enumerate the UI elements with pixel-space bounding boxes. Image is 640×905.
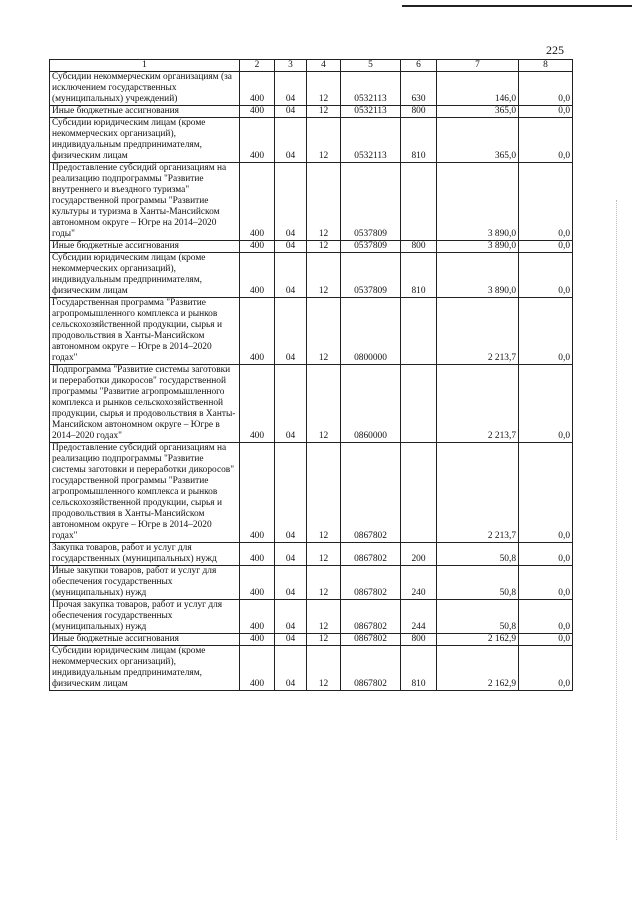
row-cell-c4: 12 — [307, 118, 341, 163]
row-cell-c4: 12 — [307, 365, 341, 443]
row-name-cell: Предоставление субсидий организациям на реализацию подпрограммы "Развитие системы заготовки и переработки дикоросов" государственной программы "Развитие агропромышленного комплекса и рынков сельскохозяйственной продукции, сырья и продовольствия в Ханты-Мансийском автономном округе – Югре в 2014–2020 годах" — [50, 443, 240, 543]
row-cell-c8: 0,0 — [519, 72, 573, 106]
row-cell-c3: 04 — [275, 72, 307, 106]
row-cell-c5: 0532113 — [341, 118, 401, 163]
row-cell-c5: 0800000 — [341, 298, 401, 365]
row-cell-c6: 630 — [401, 72, 437, 106]
row-cell-c2: 400 — [240, 118, 275, 163]
scan-edge-marks — [616, 200, 618, 840]
table-row — [50, 253, 573, 298]
row-cell-c4: 12 — [307, 253, 341, 298]
row-cell-c3: 04 — [275, 566, 307, 600]
row-cell-c6 — [401, 163, 437, 241]
table-row — [50, 241, 573, 253]
row-name-cell: Подпрограмма "Развитие системы заготовки и переработки дикоросов" государственной программы "Развитие агропромышленного комплекса и рынков сельскохозяйственной продукции, сырья и продовольствия в Ханты-Мансийском автономном округе – Югре в 2014–2020 годах" — [50, 365, 240, 443]
header-row — [50, 60, 573, 72]
column-header: 4 — [307, 60, 341, 72]
row-cell-c5: 0867802 — [341, 646, 401, 691]
row-cell-c3: 04 — [275, 253, 307, 298]
table-row — [50, 600, 573, 634]
row-cell-c8: 0,0 — [519, 543, 573, 566]
row-cell-c5: 0532113 — [341, 106, 401, 118]
table-row — [50, 543, 573, 566]
row-cell-c5: 0860000 — [341, 365, 401, 443]
row-cell-c4: 12 — [307, 443, 341, 543]
row-cell-c2: 400 — [240, 600, 275, 634]
row-cell-c2: 400 — [240, 253, 275, 298]
row-cell-c3: 04 — [275, 298, 307, 365]
table-row — [50, 646, 573, 691]
row-cell-c5: 0532113 — [341, 72, 401, 106]
row-name-cell: Субсидии юридическим лицам (кроме некоммерческих организаций), индивидуальным предпринимателям, физическим лицам — [50, 118, 240, 163]
row-cell-c4: 12 — [307, 566, 341, 600]
row-cell-c3: 04 — [275, 118, 307, 163]
column-header: 6 — [401, 60, 437, 72]
row-cell-c6 — [401, 298, 437, 365]
row-cell-c2: 400 — [240, 646, 275, 691]
table-row — [50, 365, 573, 443]
table-row — [50, 298, 573, 365]
table-row — [50, 118, 573, 163]
row-cell-c6: 810 — [401, 646, 437, 691]
row-cell-c8: 0,0 — [519, 298, 573, 365]
row-cell-c7: 2 162,9 — [437, 646, 519, 691]
row-cell-c2: 400 — [240, 298, 275, 365]
row-cell-c3: 04 — [275, 634, 307, 646]
row-cell-c7: 3 890,0 — [437, 253, 519, 298]
row-cell-c6: 240 — [401, 566, 437, 600]
row-cell-c7: 50,8 — [437, 566, 519, 600]
row-cell-c6: 810 — [401, 253, 437, 298]
row-cell-c5: 0867802 — [341, 600, 401, 634]
column-header: 5 — [341, 60, 401, 72]
row-cell-c4: 12 — [307, 106, 341, 118]
row-cell-c3: 04 — [275, 163, 307, 241]
row-cell-c5: 0867802 — [341, 543, 401, 566]
row-cell-c3: 04 — [275, 443, 307, 543]
row-cell-c7: 3 890,0 — [437, 241, 519, 253]
row-cell-c7: 365,0 — [437, 106, 519, 118]
row-cell-c3: 04 — [275, 600, 307, 634]
row-cell-c4: 12 — [307, 646, 341, 691]
row-cell-c2: 400 — [240, 634, 275, 646]
row-name-cell: Государственная программа "Развитие агропромышленного комплекса и рынков сельскохозяйственной продукции, сырья и продовольствия в Ханты-Мансийском автономном округе – Югре в 2014–2020 годах" — [50, 298, 240, 365]
table-row — [50, 106, 573, 118]
row-cell-c8: 0,0 — [519, 106, 573, 118]
row-cell-c5: 0867802 — [341, 566, 401, 600]
row-cell-c5: 0867802 — [341, 634, 401, 646]
row-cell-c6: 810 — [401, 118, 437, 163]
row-cell-c4: 12 — [307, 600, 341, 634]
row-cell-c7: 2 213,7 — [437, 365, 519, 443]
row-name-cell: Прочая закупка товаров, работ и услуг для обеспечения государственных (муниципальных) нужд — [50, 600, 240, 634]
row-cell-c6: 800 — [401, 106, 437, 118]
row-name-cell: Иные бюджетные ассигнования — [50, 241, 240, 253]
row-name-cell: Субсидии юридическим лицам (кроме некоммерческих организаций), индивидуальным предпринимателям, физическим лицам — [50, 646, 240, 691]
row-cell-c2: 400 — [240, 241, 275, 253]
top-rule — [402, 5, 632, 7]
row-cell-c4: 12 — [307, 241, 341, 253]
row-cell-c2: 400 — [240, 163, 275, 241]
row-cell-c3: 04 — [275, 241, 307, 253]
row-cell-c3: 04 — [275, 365, 307, 443]
row-cell-c2: 400 — [240, 106, 275, 118]
table-row — [50, 72, 573, 106]
row-cell-c7: 2 162,9 — [437, 634, 519, 646]
row-cell-c7: 50,8 — [437, 600, 519, 634]
column-header: 2 — [240, 60, 275, 72]
row-cell-c4: 12 — [307, 634, 341, 646]
row-cell-c2: 400 — [240, 365, 275, 443]
table-row — [50, 163, 573, 241]
row-name-cell: Иные закупки товаров, работ и услуг для обеспечения государственных (муниципальных) нужд — [50, 566, 240, 600]
row-cell-c6 — [401, 365, 437, 443]
row-cell-c8: 0,0 — [519, 163, 573, 241]
table-row — [50, 566, 573, 600]
row-cell-c7: 146,0 — [437, 72, 519, 106]
row-cell-c6 — [401, 443, 437, 543]
table-row — [50, 634, 573, 646]
row-cell-c3: 04 — [275, 646, 307, 691]
row-cell-c7: 3 890,0 — [437, 163, 519, 241]
row-cell-c2: 400 — [240, 443, 275, 543]
row-cell-c4: 12 — [307, 543, 341, 566]
row-cell-c7: 50,8 — [437, 543, 519, 566]
row-cell-c8: 0,0 — [519, 365, 573, 443]
row-name-cell: Субсидии некоммерческим организациям (за исключением государственных (муниципальных) учреждений) — [50, 72, 240, 106]
row-cell-c6: 800 — [401, 241, 437, 253]
row-cell-c8: 0,0 — [519, 566, 573, 600]
row-cell-c6: 244 — [401, 600, 437, 634]
row-cell-c6: 200 — [401, 543, 437, 566]
row-name-cell: Иные бюджетные ассигнования — [50, 634, 240, 646]
row-cell-c4: 12 — [307, 163, 341, 241]
row-name-cell: Субсидии юридическим лицам (кроме некоммерческих организаций), индивидуальным предпринимателям, физическим лицам — [50, 253, 240, 298]
row-cell-c8: 0,0 — [519, 600, 573, 634]
row-cell-c7: 2 213,7 — [437, 298, 519, 365]
row-cell-c3: 04 — [275, 106, 307, 118]
row-cell-c8: 0,0 — [519, 646, 573, 691]
column-header: 8 — [519, 60, 573, 72]
column-header: 1 — [50, 60, 240, 72]
row-cell-c8: 0,0 — [519, 253, 573, 298]
row-name-cell: Предоставление субсидий организациям на реализацию подпрограммы "Развитие внутреннего и въездного туризма" государственной программы "Развитие культуры и туризма в Ханты-Мансийском автономном округе – Югре на 2014–2020 годы" — [50, 163, 240, 241]
row-cell-c5: 0537809 — [341, 241, 401, 253]
row-cell-c8: 0,0 — [519, 634, 573, 646]
row-cell-c2: 400 — [240, 72, 275, 106]
row-cell-c8: 0,0 — [519, 443, 573, 543]
row-cell-c7: 2 213,7 — [437, 443, 519, 543]
row-cell-c5: 0867802 — [341, 443, 401, 543]
column-header: 7 — [437, 60, 519, 72]
row-cell-c2: 400 — [240, 543, 275, 566]
row-cell-c4: 12 — [307, 298, 341, 365]
row-name-cell: Закупка товаров, работ и услуг для государственных (муниципальных) нужд — [50, 543, 240, 566]
row-cell-c5: 0537809 — [341, 163, 401, 241]
table-row — [50, 443, 573, 543]
row-cell-c6: 800 — [401, 634, 437, 646]
row-cell-c2: 400 — [240, 566, 275, 600]
row-cell-c3: 04 — [275, 543, 307, 566]
row-name-cell: Иные бюджетные ассигнования — [50, 106, 240, 118]
row-cell-c7: 365,0 — [437, 118, 519, 163]
row-cell-c5: 0537809 — [341, 253, 401, 298]
column-header: 3 — [275, 60, 307, 72]
budget-table — [49, 59, 573, 691]
page-number: 225 — [546, 43, 564, 57]
row-cell-c4: 12 — [307, 72, 341, 106]
row-cell-c8: 0,0 — [519, 118, 573, 163]
row-cell-c8: 0,0 — [519, 241, 573, 253]
